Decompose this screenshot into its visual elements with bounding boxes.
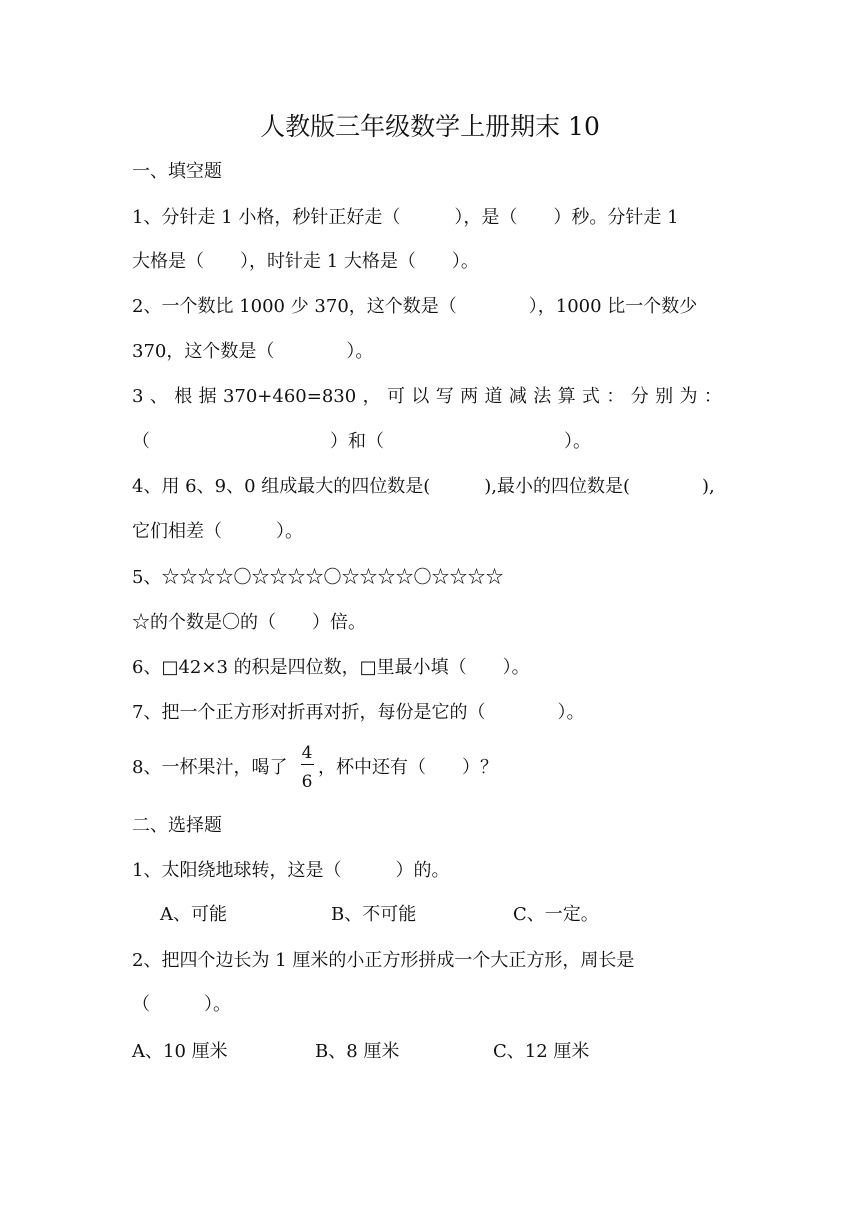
section-heading-fill-in: 一、填空题: [132, 161, 222, 182]
question-7: 7、把一个正方形对折再对折，每份是它的（ ）。: [132, 702, 585, 723]
question-4-line-1: 4、用 6、9、0 组成最大的四位数是( ),最小的四位数是( ),: [132, 476, 715, 497]
question-2-line-1: 2、一个数比 1000 少 370，这个数是（ ），1000 比一个数少: [132, 296, 698, 317]
question-3-part: 分: [630, 386, 649, 407]
choice-1-option-c: C、一定。: [513, 904, 599, 925]
question-3-part: 3: [132, 386, 144, 407]
choice-question-1: 1、太阳绕地球转，这是（ ）的。: [132, 860, 450, 881]
question-3-part: ：: [703, 386, 722, 407]
choice-1-option-a: A、可能: [160, 904, 227, 925]
question-3-part: 写: [435, 386, 454, 407]
question-5-line-2: ☆的个数是〇的（ ）倍。: [132, 612, 366, 633]
question-3-part: 根: [174, 386, 193, 407]
question-3-line-1: [132, 386, 722, 408]
question-3-line-2: （ ）和（ ）。: [132, 431, 591, 452]
question-8-text-before: 8、一杯果汁，喝了: [132, 757, 288, 778]
page-title: 人教版三年级数学上册期末 10: [260, 112, 600, 141]
question-3-part: 可: [386, 386, 405, 407]
choice-2-option-c: C、12 厘米: [493, 1041, 590, 1062]
question-3-part: 两: [460, 386, 479, 407]
question-3-part: 别: [655, 386, 674, 407]
question-8-text-after: ，杯中还有（ ）？: [318, 757, 498, 778]
choice-question-2-line-2: （ ）。: [132, 994, 231, 1015]
question-2-line-2: 370，这个数是（ ）。: [132, 341, 374, 362]
section-heading-multiple-choice: 二、选择题: [132, 815, 222, 836]
question-5-line-1: 5、☆☆☆☆〇☆☆☆☆〇☆☆☆☆〇☆☆☆☆: [132, 567, 504, 588]
choice-1-option-b: B、不可能: [331, 904, 417, 925]
question-3-part: 法: [533, 386, 552, 407]
question-3-part: 道: [484, 386, 503, 407]
question-3-part: 式: [581, 386, 600, 407]
fraction-bar: [301, 764, 314, 765]
choice-2-option-b: B、8 厘米: [315, 1041, 400, 1062]
fraction-denominator: 6: [301, 772, 313, 792]
question-3-part: ，: [362, 386, 381, 407]
question-3-part: 为: [679, 386, 698, 407]
question-3-part: 算: [557, 386, 576, 407]
question-3-part: 减: [508, 386, 527, 407]
fraction-numerator: 4: [301, 743, 313, 763]
question-3-part: ：: [606, 386, 625, 407]
question-1-line-1: 1、分针走 1 小格，秒针正好走（ ），是（ ）秒。分针走 1: [132, 207, 679, 228]
question-4-line-2: 它们相差（ ）。: [132, 521, 303, 542]
question-1-line-2: 大格是（ ），时针走 1 大格是（ ）。: [132, 251, 479, 272]
question-3-part: 据: [198, 386, 217, 407]
choice-2-option-a: A、10 厘米: [132, 1041, 228, 1062]
choice-question-2-line-1: 2、把四个边长为 1 厘米的小正方形拼成一个大正方形，周长是: [132, 950, 635, 971]
question-3-part: 以: [411, 386, 430, 407]
question-6: 6、□42×3 的积是四位数，□里最小填（ ）。: [132, 657, 530, 678]
question-3-part: 370+460=830: [222, 386, 357, 407]
question-3-part: 、: [149, 386, 168, 407]
